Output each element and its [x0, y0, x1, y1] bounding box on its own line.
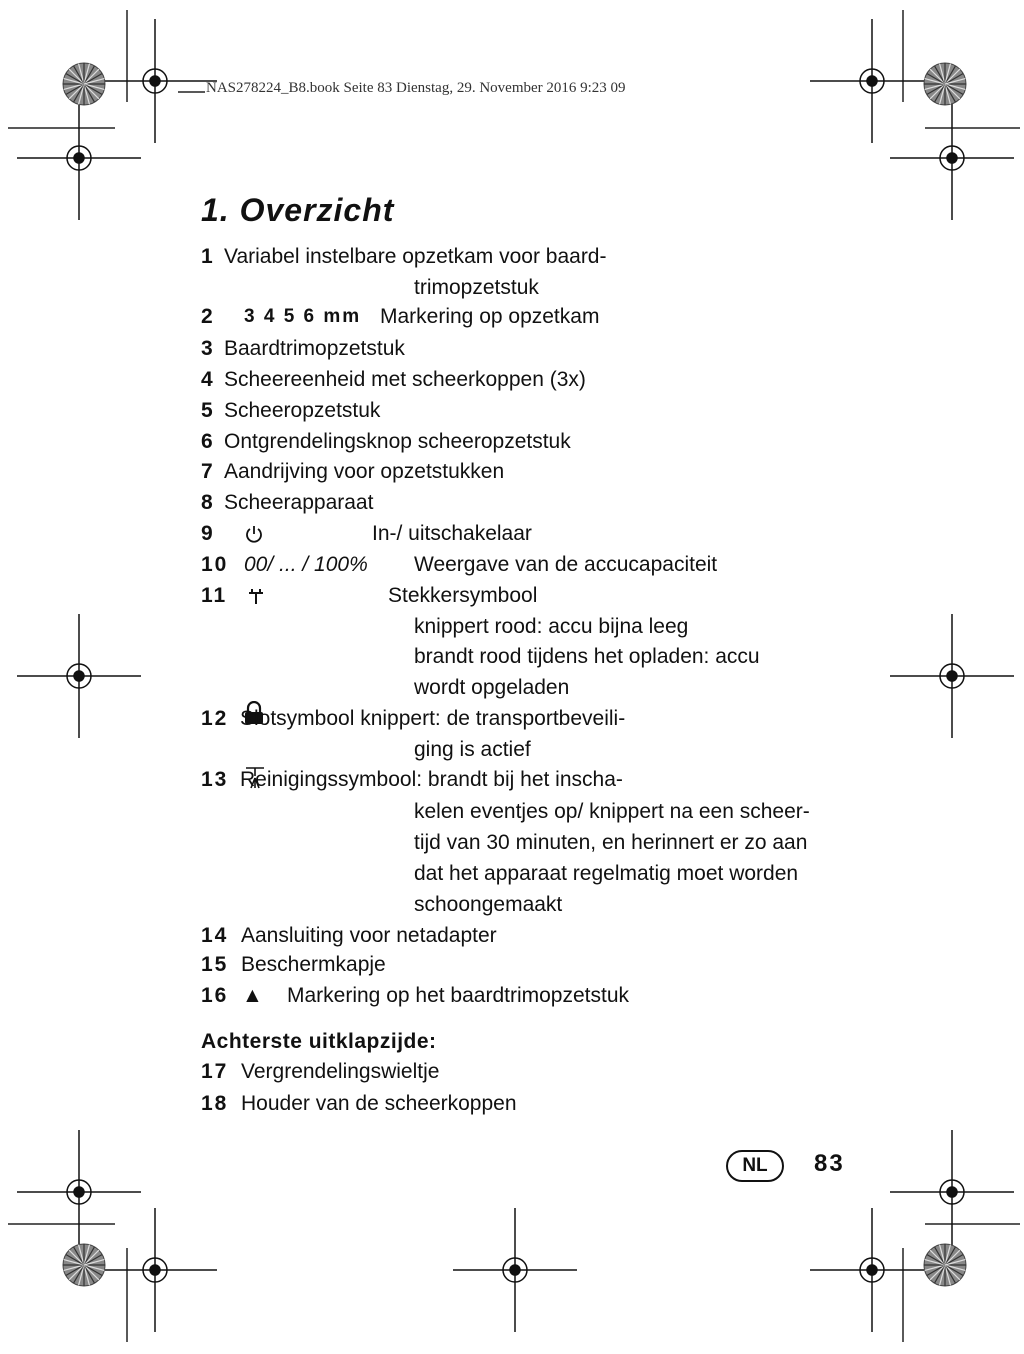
power-icon: [244, 524, 264, 550]
marking-values: 3 4 5 6 mm: [244, 306, 362, 327]
color-rosette-mark: [924, 63, 966, 105]
crosshair-mark: [93, 1208, 217, 1332]
crosshair-mark: [810, 1208, 934, 1332]
crosshair-mark: [17, 1130, 141, 1254]
triangle-marker-icon: ▲: [242, 984, 263, 1007]
crosshair-mark: [890, 614, 1014, 738]
crosshair-mark: [890, 96, 1014, 220]
crosshair-mark: [890, 1130, 1014, 1254]
plug-icon: [246, 586, 266, 612]
page-title: 1. Overzicht: [201, 192, 395, 228]
color-rosette-mark: [63, 1244, 105, 1286]
color-rosette-mark: [924, 1244, 966, 1286]
crosshair-mark: [810, 19, 934, 143]
crosshair-mark: [17, 614, 141, 738]
crosshair-mark: [453, 1208, 577, 1332]
crosshair-mark: [17, 96, 141, 220]
crosshair-mark: [93, 19, 217, 143]
back-section-heading: Achterste uitklapzijde:: [201, 1030, 437, 1053]
language-badge: NL: [726, 1150, 784, 1182]
print-header: NAS278224_B8.book Seite 83 Dienstag, 29. November 2016 9:23 09: [206, 80, 626, 96]
page-number: 83: [814, 1150, 845, 1177]
color-rosette-mark: [63, 63, 105, 105]
capacity-values: 00/ ... / 100%: [244, 553, 368, 576]
